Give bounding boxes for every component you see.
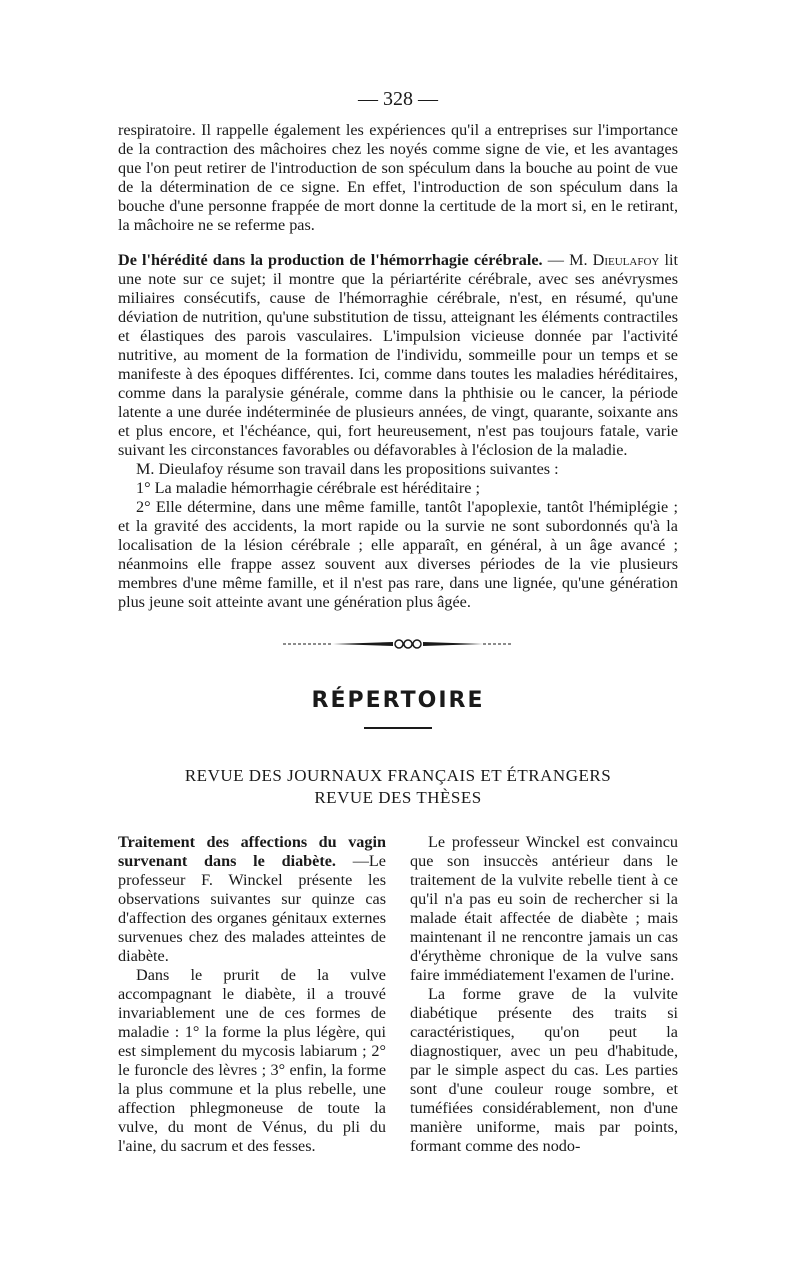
left-column: [118, 833, 386, 1156]
heredity-section: [118, 251, 678, 460]
summary-line: M. Dieulafoy résume son travail dans les propositions suivantes :: [136, 460, 559, 478]
article-intro: —Le professeur F. Winckel présente les observations suivantes sur quinze cas d'affection des organes génitaux externes survenues chez des malades atteintes de diabète.: [118, 852, 386, 965]
ornament-divider: [118, 634, 678, 654]
right-column: [410, 833, 678, 1156]
opening-paragraph: respiratoire. Il rappelle également les expériences qu'il a entreprises sur l'importance de la contraction des mâchoires chez les noyés comme signe de vie, et les avantages que l'on peut retirer de l'introduction de son spéculum dans la bouche au point de vue de la détermination de ce signe. En effet, l'introduction de son spéculum dans la bouche d'une personne frappée de mort donne la certitude de la mort si, en le retirant, la mâchoire ne se referme pas.: [118, 121, 678, 234]
section-dash: — M.: [542, 251, 593, 269]
section-author: Dieulafoy: [592, 251, 660, 269]
ornament-divider-icon: [283, 637, 513, 651]
proposition-2: 2° Elle détermine, dans une même famille, tantôt l'apoplexie, tantôt l'hémiplégie ; et la gravité des accidents, la mort rapide ou la survie ne sont subordonnés qu'à la localisation de la lésion cérébrale ; elle apparaît, en général, à un âge avancé ; néanmoins elle frappe assez souvent aux diverses périodes de la vie plusieurs membres d'une même famille, et il n'est pas rare, dans une lignée, qu'une génération plus jeune soit atteinte avant une génération plus âgée.: [118, 498, 678, 611]
right-column-paragraph-1: Le professeur Winckel est convaincu que son insuccès antérieur dans le traitement de la vulvite rebelle tient à ce qu'il n'a pas eu soin de rechercher si la malade était affectée de diabète ; mais maintenant il ne rencontre jamais un cas d'érythème chronique de la vulve sans faire immédiatement l'examen de l'urine.: [410, 833, 678, 984]
right-column-paragraph-2: La forme grave de la vulvite diabétique présente des traits si caractéristiques, qu'on peut la diagnostiquer, avec un peu d'habitude, par le simple aspect du cas. Les parties sont d'une couleur rouge sombre, et tuméfiées considérablement, non d'une manière uniforme, mais par points, formant comme des nodo-: [410, 985, 678, 1155]
revue-line-2: REVUE DES THÈSES: [314, 788, 482, 807]
left-column-paragraph-1: [118, 833, 386, 966]
two-column-section: [118, 833, 678, 1156]
article-heading: Traitement des affections du vagin survenant dans le diabète.: [118, 833, 386, 870]
section-body: lit une note sur ce sujet; il montre que la périartérite cérébrale, avec ses anévrysmes miliaires consécutifs, cause de l'hémorraghie cérébrale, n'est, en résumé, qu'une déviation de nutrition, qu'une substitution de tissu, atteignant les éléments contractiles et élastiques des parois vasculaires. L'impulsion vicieuse donnée par l'activité nutritive, au moment de la formation de l'individu, sommeille pour un temps et se manifeste à des époques différentes. Ici, comme dans toutes les maladies héréditaires, comme dans la paralysie générale, comme dans la phthisie ou le cancer, la période latente a une durée indéterminée de plusieurs années, de vingt, quarante, soixante ans et plus encore, et l'échéance, qui, fort heureusement, n'est pas toujours fatale, varie suivant les circonstances favorables ou défavorables à l'éclosion de la maladie.: [118, 251, 678, 459]
page-number: — 328 —: [358, 88, 438, 110]
title-rule: [364, 727, 432, 729]
revue-heading: [118, 765, 678, 809]
repertoire-title: RÉPERTOIRE: [311, 688, 485, 713]
revue-line-1: REVUE DES JOURNAUX FRANÇAIS ET ÉTRANGERS: [184, 766, 612, 785]
document-page: [118, 88, 678, 1156]
section-heading: De l'hérédité dans la production de l'hémorrhagie cérébrale.: [118, 251, 543, 269]
proposition-1: 1° La maladie hémorrhagie cérébrale est héréditaire ;: [136, 479, 480, 497]
left-column-paragraph-2: Dans le prurit de la vulve accompagnant le diabète, il a trouvé invariablement une de ces formes de maladie : 1° la forme la plus légère, qui est simplement du mycosis labiarum ; 2° le furoncle des lèvres ; 3° enfin, la forme la plus commune et la plus rebelle, une affection phlegmoneuse de toute la vulve, du mont de Vénus, du pli du l'aine, du sacrum et des fesses.: [118, 966, 386, 1155]
